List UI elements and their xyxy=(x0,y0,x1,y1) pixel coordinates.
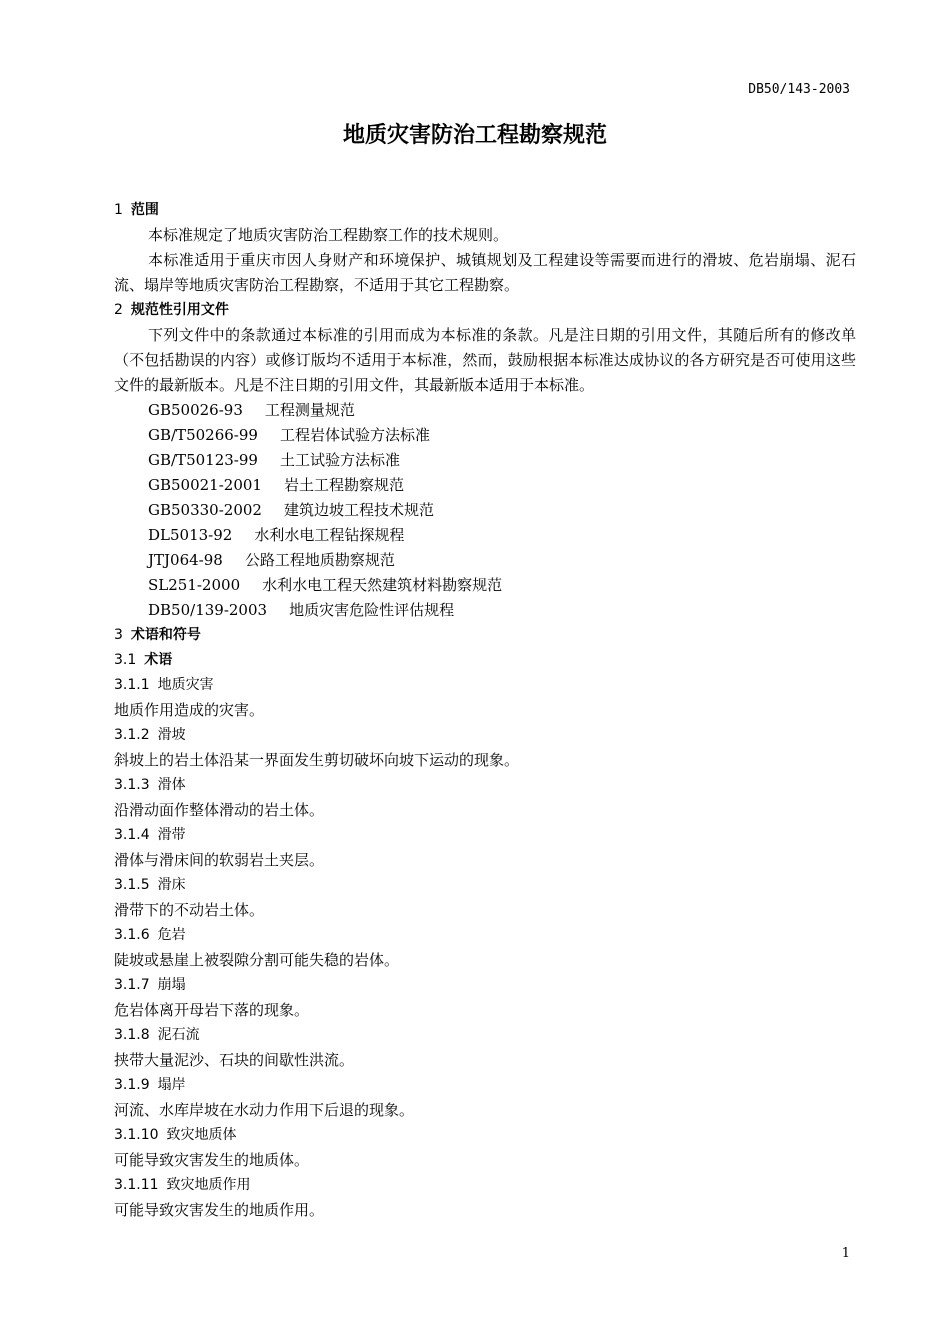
subsection-title: 术语 xyxy=(144,652,173,668)
reference-title: 工程测量规范 xyxy=(264,401,355,419)
reference-code: GB/T50123-99 xyxy=(148,451,258,469)
term-heading xyxy=(114,823,856,848)
section-title: 范围 xyxy=(130,202,159,218)
reference-code: SL251-2000 xyxy=(148,576,241,594)
term-heading xyxy=(114,923,856,948)
section-heading-normative-references xyxy=(114,298,856,323)
term-number: 3.1.7 xyxy=(114,977,150,993)
term-list xyxy=(114,673,856,1223)
paragraph: 本标准适用于重庆市因人身财产和环境保护、城镇规划及工程建设等需要而进行的滑坡、危岩崩塌、泥石流、塌岸等地质灾害防治工程勘察，不适用于其它工程勘察。 xyxy=(114,251,856,294)
term-heading xyxy=(114,673,856,698)
term-definition: 沿滑动面作整体滑动的岩土体。 xyxy=(114,801,325,819)
reference-item xyxy=(114,548,856,573)
paragraph-block xyxy=(114,323,856,398)
reference-title: 岩土工程勘察规范 xyxy=(283,476,404,494)
document-title: 地质灾害防治工程勘察规范 xyxy=(342,123,607,148)
term-heading xyxy=(114,1123,856,1148)
reference-item xyxy=(114,448,856,473)
term-heading xyxy=(114,973,856,998)
section-heading-scope xyxy=(114,198,856,223)
paragraph: 下列文件中的条款通过本标准的引用而成为本标准的条款。凡是注日期的引用文件，其随后所有的修改单（不包括勘误的内容）或修订版均不适用于本标准，然而，鼓励根据本标准达成协议的各方研究是否可使用这些文件的最新版本。凡是不注日期的引用文件，其最新版本适用于本标准。 xyxy=(114,326,856,394)
term-name: 滑坡 xyxy=(157,727,186,743)
reference-title: 建筑边坡工程技术规范 xyxy=(283,501,434,519)
term-number: 3.1.10 xyxy=(114,1127,159,1143)
reference-code: GB50021-2001 xyxy=(148,476,262,494)
term-heading xyxy=(114,1023,856,1048)
term-name: 滑体 xyxy=(157,777,186,793)
reference-title: 土工试验方法标准 xyxy=(279,451,400,469)
term-number: 3.1.6 xyxy=(114,927,150,943)
section-title: 规范性引用文件 xyxy=(130,302,229,318)
term-number: 3.1.11 xyxy=(114,1177,159,1193)
term-number: 3.1.3 xyxy=(114,777,150,793)
term-heading xyxy=(114,1073,856,1098)
term-name: 危岩 xyxy=(157,927,186,943)
term-number: 3.1.1 xyxy=(114,677,150,693)
term-number: 3.1.9 xyxy=(114,1077,150,1093)
subsection-number: 3.1 xyxy=(114,652,137,668)
paragraph: 本标准规定了地质灾害防治工程勘察工作的技术规则。 xyxy=(148,226,509,244)
section-title: 术语和符号 xyxy=(130,627,201,643)
term-definition: 陡坡或悬崖上被裂隙分割可能失稳的岩体。 xyxy=(114,951,400,969)
section-number: 2 xyxy=(114,302,123,318)
reference-item xyxy=(114,398,856,423)
term-definition: 可能导致灾害发生的地质体。 xyxy=(114,1151,310,1169)
term-number: 3.1.5 xyxy=(114,877,150,893)
reference-item xyxy=(114,473,856,498)
term-heading xyxy=(114,873,856,898)
term-name: 崩塌 xyxy=(157,977,186,993)
term-name: 地质灾害 xyxy=(157,677,214,693)
document-code: DB50/143-2003 xyxy=(748,82,850,97)
term-name: 泥石流 xyxy=(157,1027,200,1043)
reference-code: DL5013-92 xyxy=(148,526,233,544)
reference-title: 地质灾害危险性评估规程 xyxy=(289,601,455,619)
term-name: 滑床 xyxy=(157,877,186,893)
reference-title: 水利水电工程钻探规程 xyxy=(254,526,405,544)
reference-code: GB/T50266-99 xyxy=(148,426,258,444)
reference-item xyxy=(114,598,856,623)
section-number: 3 xyxy=(114,627,123,643)
subsection-heading-terms xyxy=(114,648,856,673)
term-number: 3.1.8 xyxy=(114,1027,150,1043)
term-definition: 斜坡上的岩土体沿某一界面发生剪切破坏向坡下运动的现象。 xyxy=(114,751,520,769)
term-number: 3.1.4 xyxy=(114,827,150,843)
term-heading xyxy=(114,773,856,798)
term-name: 致灾地质作用 xyxy=(166,1177,251,1193)
page-number: 1 xyxy=(841,1246,850,1261)
paragraph-block xyxy=(114,248,856,298)
term-name: 滑带 xyxy=(157,827,186,843)
term-definition: 滑体与滑床间的软弱岩土夹层。 xyxy=(114,851,325,869)
term-definition: 地质作用造成的灾害。 xyxy=(114,701,265,719)
reference-list xyxy=(114,398,856,623)
document-body xyxy=(114,198,856,1223)
section-heading-terms-and-symbols xyxy=(114,623,856,648)
term-heading xyxy=(114,723,856,748)
section-number: 1 xyxy=(114,202,123,218)
term-definition: 危岩体离开母岩下落的现象。 xyxy=(114,1001,310,1019)
term-heading xyxy=(114,1173,856,1198)
reference-code: GB50026-93 xyxy=(148,401,243,419)
reference-item xyxy=(114,573,856,598)
reference-item xyxy=(114,498,856,523)
reference-code: GB50330-2002 xyxy=(148,501,262,519)
term-definition: 河流、水库岸坡在水动力作用下后退的现象。 xyxy=(114,1101,415,1119)
reference-title: 工程岩体试验方法标准 xyxy=(279,426,430,444)
reference-item xyxy=(114,423,856,448)
term-number: 3.1.2 xyxy=(114,727,150,743)
term-name: 塌岸 xyxy=(157,1077,186,1093)
reference-item xyxy=(114,523,856,548)
reference-code: JTJ064-98 xyxy=(148,551,223,569)
term-definition: 可能导致灾害发生的地质作用。 xyxy=(114,1201,325,1219)
term-name: 致灾地质体 xyxy=(166,1127,237,1143)
term-definition: 滑带下的不动岩土体。 xyxy=(114,901,265,919)
reference-code: DB50/139-2003 xyxy=(148,601,268,619)
reference-title: 公路工程地质勘察规范 xyxy=(244,551,395,569)
term-definition: 挟带大量泥沙、石块的间歇性洪流。 xyxy=(114,1051,355,1069)
reference-title: 水利水电工程天然建筑材料勘察规范 xyxy=(262,576,503,594)
